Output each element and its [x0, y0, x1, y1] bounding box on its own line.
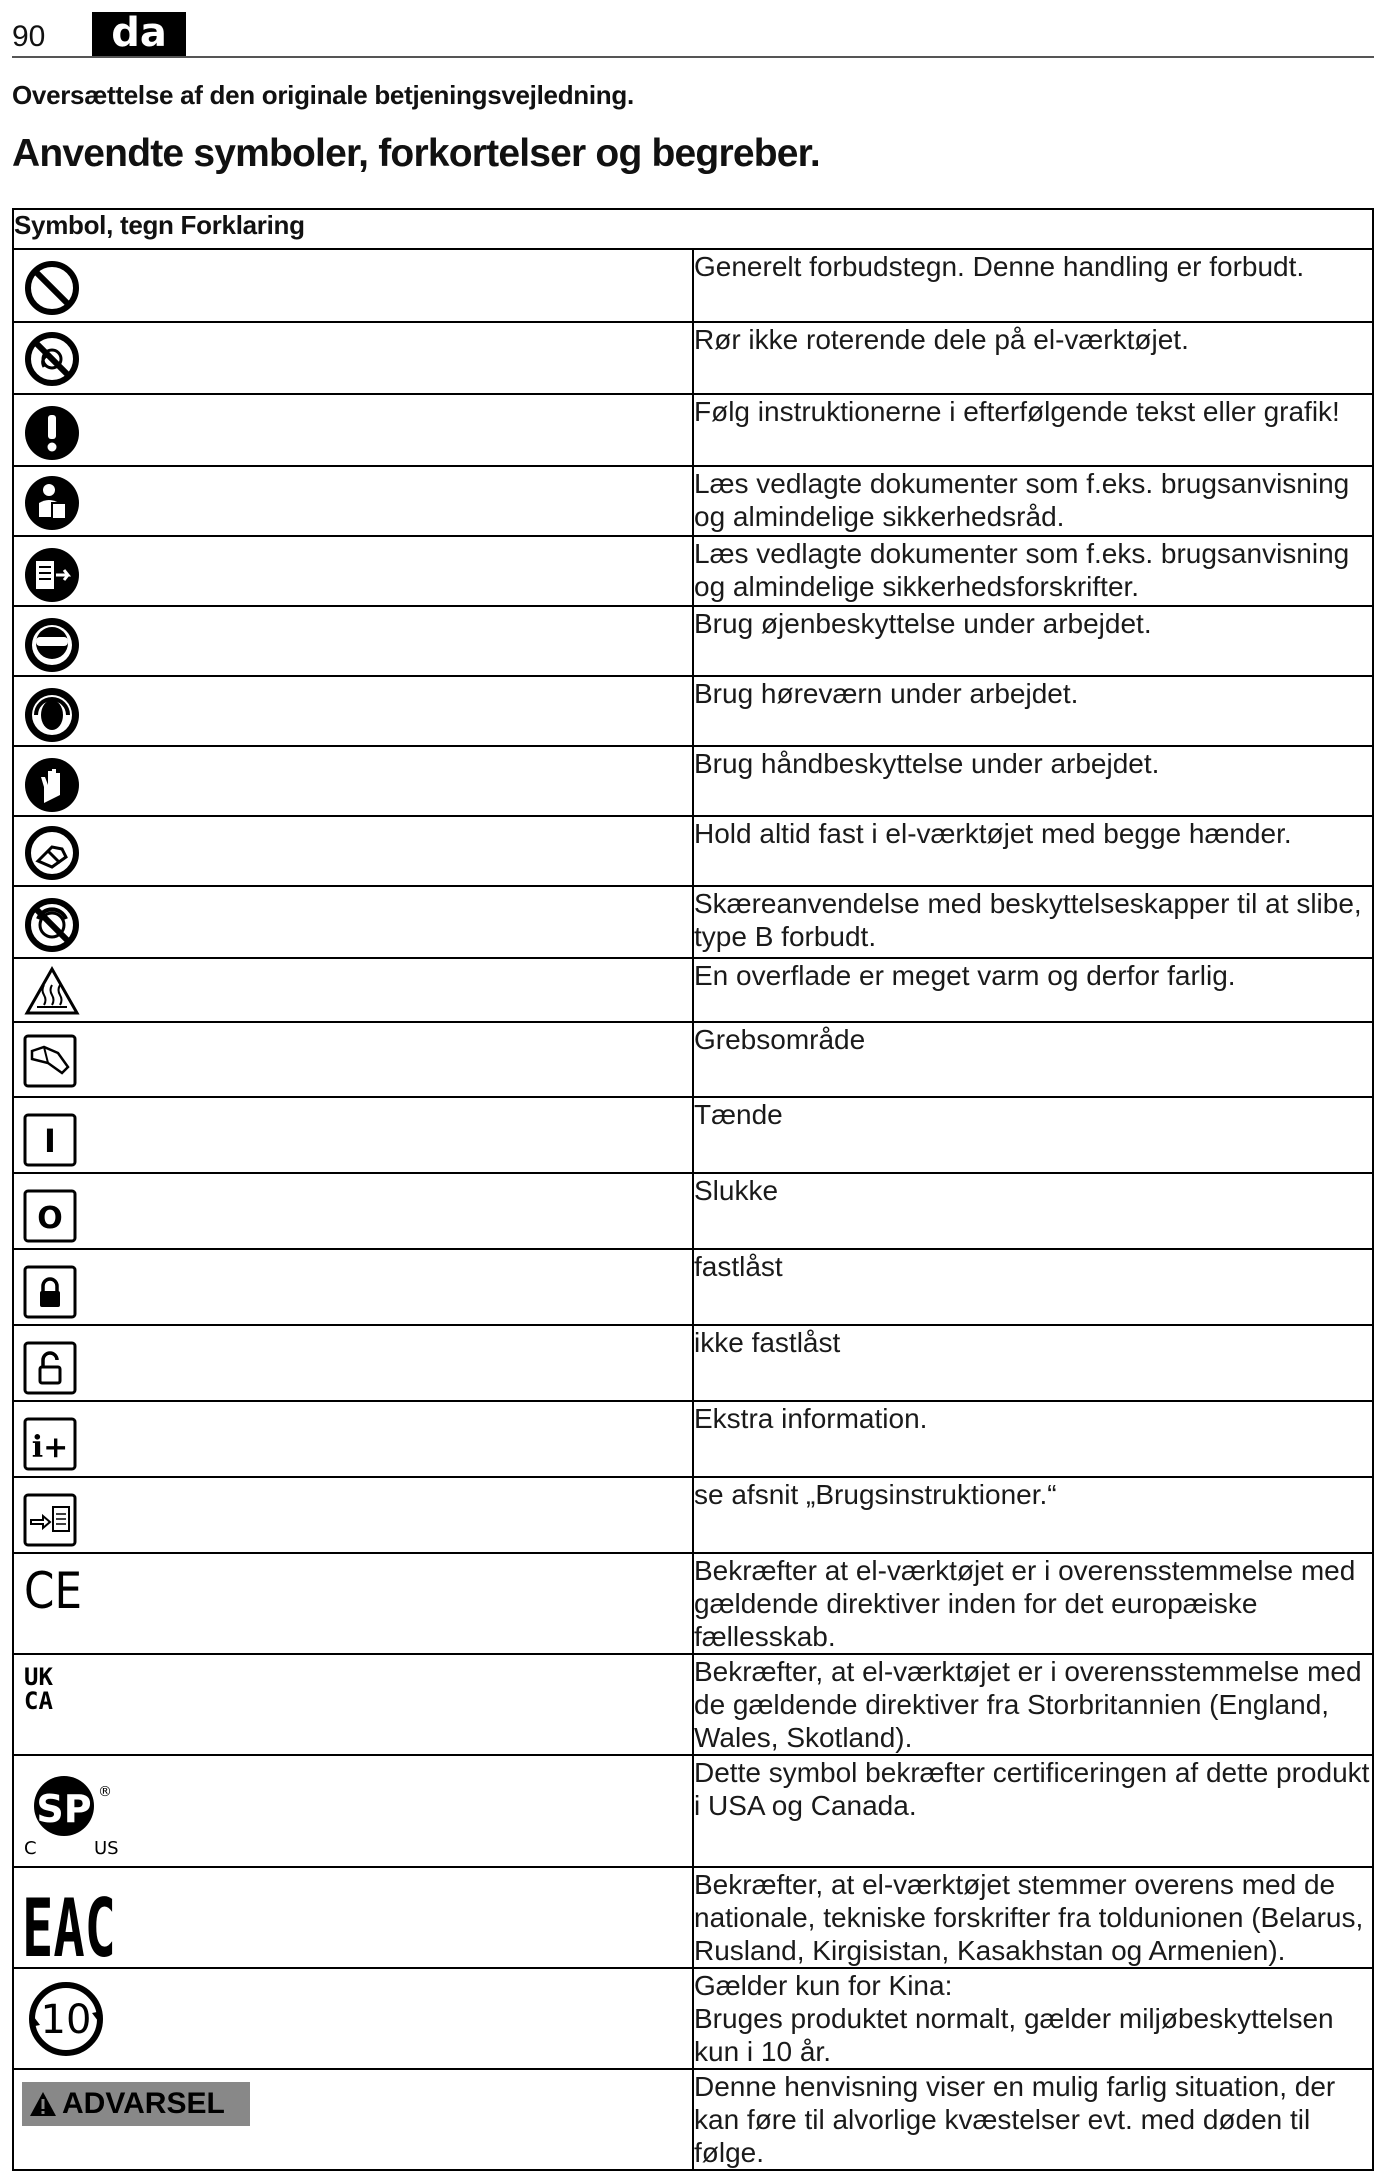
eac-mark-icon — [22, 1882, 122, 1975]
table-row — [13, 1755, 1373, 1867]
table-row — [13, 466, 1373, 536]
ukca-line2: CA — [24, 1687, 53, 1715]
row-text: Brug høreværn under arbejdet. — [693, 676, 1373, 746]
table-row — [13, 1654, 1373, 1755]
table-row — [13, 536, 1373, 606]
see-section-icon — [22, 1492, 78, 1548]
table-row — [13, 1968, 1373, 2069]
table-row — [13, 322, 1373, 394]
csa-reg-text: ® — [98, 1784, 112, 1800]
csa-left-text: C — [24, 1838, 37, 1859]
table-row — [13, 606, 1373, 676]
row-text: Hold altid fast i el-værktøjet med begge hænder. — [693, 816, 1373, 886]
table-row — [13, 2069, 1373, 2170]
row-text — [693, 1968, 1373, 2069]
table-row — [13, 1553, 1373, 1654]
row-text: Bekræfter, at el-værktøjet stemmer overens med de nationale, tekniske forskrifter fra toldunionen (Belarus, Rusland, Kirgisistan, Kasakhstan og Armenien). — [693, 1867, 1373, 1968]
header-rule — [12, 56, 1374, 58]
row-text: Grebsområde — [693, 1022, 1373, 1097]
china-10-years-icon — [22, 1977, 110, 2061]
row-text: Følg instruktionerne i efterfølgende tekst eller grafik! — [693, 394, 1373, 466]
page-number: 90 — [12, 20, 46, 53]
table-row — [13, 676, 1373, 746]
table-row — [13, 1325, 1373, 1401]
table-row — [13, 1477, 1373, 1553]
row-text-line: Bruges produktet normalt, gælder miljøbeskyttelsen kun i 10 år. — [694, 2003, 1334, 2067]
power-off-glyph: O — [37, 1201, 63, 1236]
info-icon — [22, 1416, 78, 1472]
no-cutting-guard-icon — [22, 895, 82, 955]
grip-area-icon — [22, 1033, 78, 1089]
ce-mark-icon — [22, 1562, 86, 1618]
row-text: fastlåst — [693, 1249, 1373, 1325]
locked-icon — [22, 1264, 78, 1320]
table-row — [13, 394, 1373, 466]
warning-badge — [22, 2082, 250, 2126]
row-text: En overflade er meget varm og derfor farlig. — [693, 958, 1373, 1022]
table-row — [13, 886, 1373, 958]
row-text: Læs vedlagte dokumenter som f.eks. brugsanvisning og almindelige sikkerhedsforskrifter. — [693, 536, 1373, 606]
row-text: ikke fastlåst — [693, 1325, 1373, 1401]
two-hands-icon — [22, 823, 82, 883]
row-text: Denne henvisning viser en mulig farlig situation, der kan føre til alvorlige kvæstelser evt. med døden til følge. — [693, 2069, 1373, 2170]
ukca-mark-icon — [22, 1661, 72, 1717]
row-text: Slukke — [693, 1173, 1373, 1249]
ear-protection-icon — [22, 685, 82, 745]
prohibition-icon — [22, 258, 82, 318]
row-text: Tænde — [693, 1097, 1373, 1173]
table-row — [13, 1022, 1373, 1097]
warning-label: ADVARSEL — [62, 2087, 225, 2120]
table-row — [13, 746, 1373, 816]
table-row — [13, 249, 1373, 322]
row-text: Ekstra information. — [693, 1401, 1373, 1477]
symbols-table — [12, 208, 1374, 2171]
row-text: Generelt forbudstegn. Denne handling er forbudt. — [693, 249, 1373, 322]
row-text: Rør ikke roterende dele på el-værktøjet. — [693, 322, 1373, 394]
table-header-row — [13, 209, 1373, 249]
column-header: Symbol, tegn Forklaring — [13, 209, 1373, 249]
table-row — [13, 1867, 1373, 1968]
warning-triangle-icon — [28, 2090, 58, 2118]
row-text-line: Gælder kun for Kina: — [694, 1970, 953, 2001]
exclamation-icon — [22, 403, 82, 463]
page-header — [12, 12, 1374, 58]
china-10-text: 10 — [40, 1997, 92, 2043]
csa-center-text: SP — [36, 1787, 92, 1831]
power-on-icon — [22, 1112, 78, 1168]
table-row — [13, 816, 1373, 886]
row-text: Bekræfter, at el-værktøjet er i overensstemmelse med de gældende direktiver fra Storbritannien (England, Wales, Skotland). — [693, 1654, 1373, 1755]
row-text: Bekræfter at el-værktøjet er i overensstemmelse med gældende direktiver inden for det europæiske fællesskab. — [693, 1553, 1373, 1654]
row-text: Brug øjenbeskyttelse under arbejdet. — [693, 606, 1373, 676]
unlocked-icon — [22, 1340, 78, 1396]
power-on-glyph: I — [44, 1122, 56, 1160]
hand-protection-icon — [22, 755, 82, 815]
table-row — [13, 1173, 1373, 1249]
csa-mark-icon — [22, 1766, 132, 1858]
language-badge: da — [92, 12, 186, 58]
table-row — [13, 1097, 1373, 1173]
read-manual-icon — [22, 473, 82, 533]
ukca-line1: UK — [24, 1663, 53, 1691]
row-text: Brug håndbeskyttelse under arbejdet. — [693, 746, 1373, 816]
power-off-icon — [22, 1188, 78, 1244]
row-text: Dette symbol bekræfter certificeringen af dette produkt i USA og Canada. — [693, 1755, 1373, 1867]
document-subtitle: Oversættelse af den originale betjeningsvejledning. — [12, 80, 634, 110]
hot-surface-icon — [22, 963, 82, 1019]
read-documents-icon — [22, 545, 82, 605]
row-text: Skæreanvendelse med beskyttelseskapper til at slibe, type B forbudt. — [693, 886, 1373, 958]
table-row — [13, 958, 1373, 1022]
no-touch-rotating-parts-icon — [22, 329, 82, 389]
row-text: Læs vedlagte dokumenter som f.eks. brugsanvisning og almindelige sikkerhedsråd. — [693, 466, 1373, 536]
eac-mark-text: EAC — [22, 1882, 116, 1975]
csa-right-text: US — [94, 1838, 119, 1859]
table-row — [13, 1401, 1373, 1477]
ce-mark-text: CE — [24, 1562, 82, 1620]
info-glyph: i+ — [31, 1430, 69, 1465]
table-row — [13, 1249, 1373, 1325]
eye-protection-icon — [22, 615, 82, 675]
page-title: Anvendte symboler, forkortelser og begreber. — [12, 132, 820, 175]
row-text: se afsnit „Brugsinstruktioner.“ — [693, 1477, 1373, 1553]
